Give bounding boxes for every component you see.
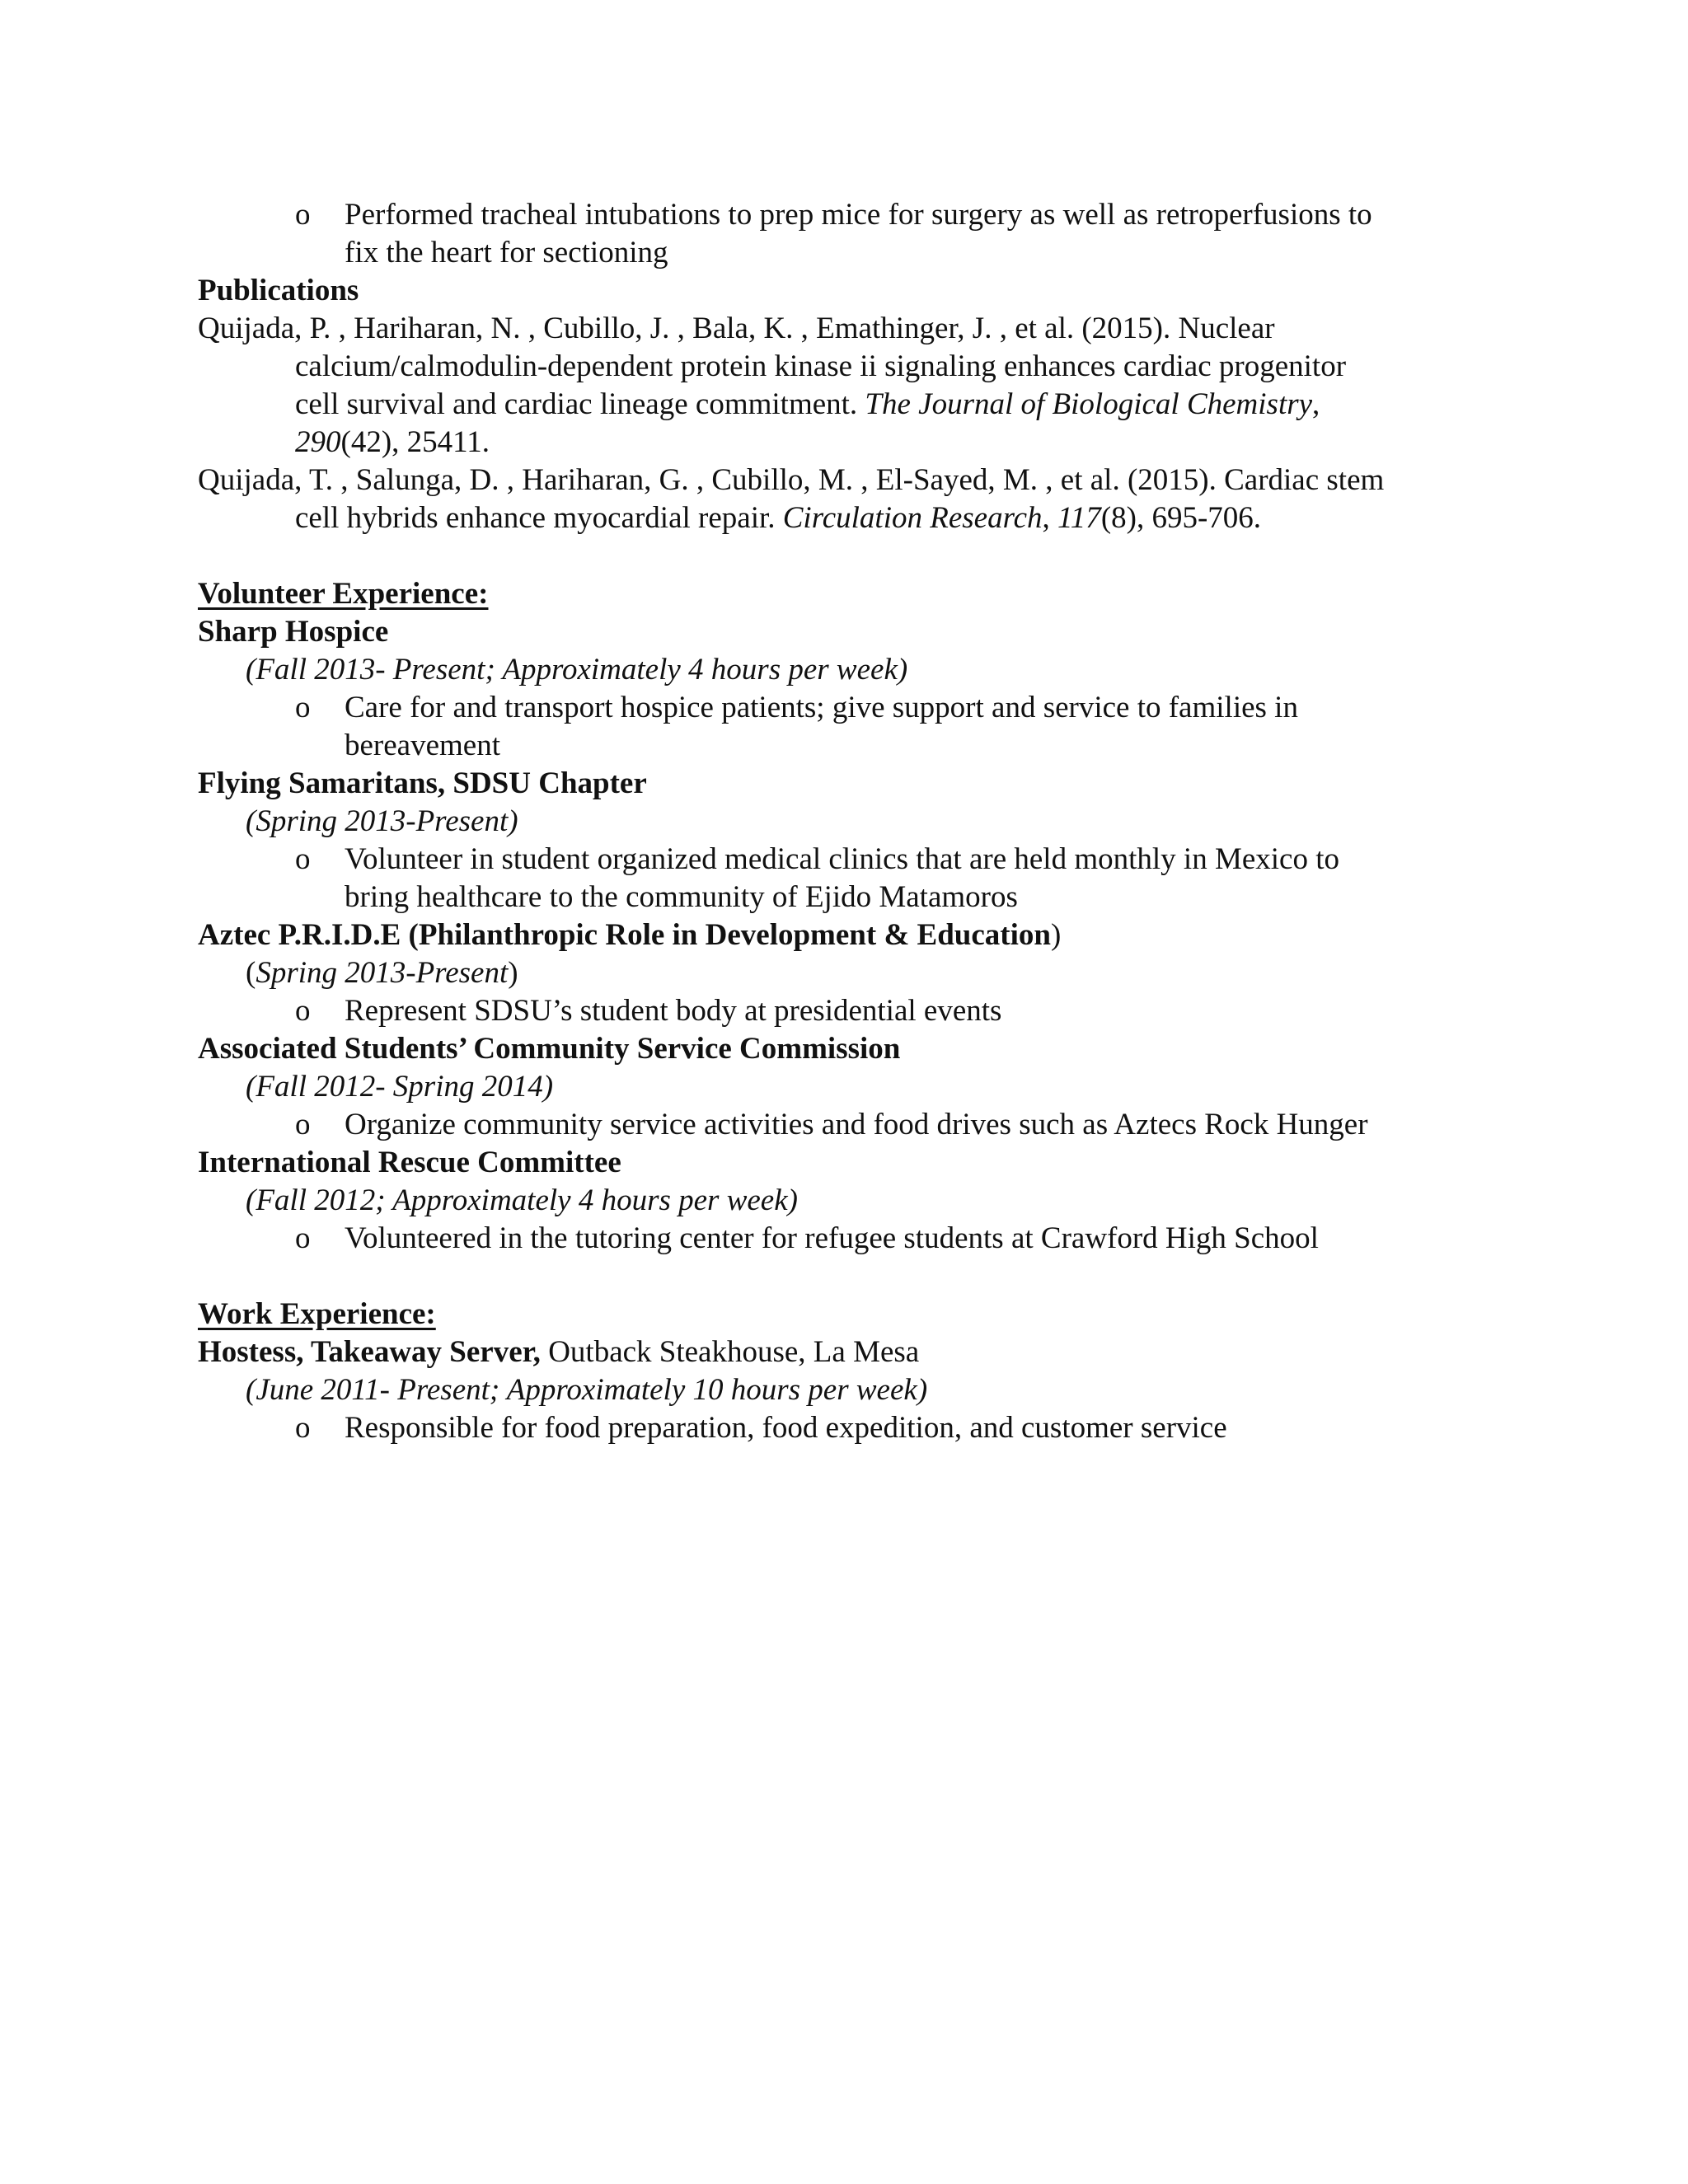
bullet-marker: o (295, 842, 311, 876)
volunteer-aztec-title-close: ) (1050, 918, 1062, 952)
volunteer-aztec-title-text: Aztec P.R.I.D.E (Philanthropic Role in Development & Education (198, 918, 1051, 952)
work-job-employer: Outback Steakhouse, La Mesa (540, 1335, 920, 1369)
volunteer-associated-title: Associated Students’ Community Service Commission (198, 1032, 901, 1066)
publication-2-volume: 117 (1057, 501, 1101, 535)
volunteer-aztec-bullet: Represent SDSU’s student body at presidential events (345, 994, 1002, 1028)
bullet-marker: o (295, 1411, 311, 1445)
volunteer-sharp-title: Sharp Hospice (198, 615, 389, 649)
publication-2-line (295, 499, 1261, 537)
volunteer-associated-bullet: Organize community service activities and food drives such as Aztecs Rock Hunger (345, 1108, 1368, 1141)
publication-2-text: (8), 695-706. (1100, 501, 1262, 535)
bullet-marker: o (295, 994, 311, 1028)
publication-2-line: Quijada, T. , Salunga, D. , Hariharan, G. , Cubillo, M. , El-Sayed, M. , et al. (2015). Cardiac stem (198, 463, 1385, 497)
volunteer-flying-dates: (Spring 2013-Present) (246, 804, 518, 838)
publications-heading: Publications (198, 274, 359, 307)
volunteer-aztec-dates-open: ( (246, 956, 256, 990)
volunteer-sharp-bullet: Care for and transport hospice patients; give support and service to families in (345, 691, 1298, 724)
volunteer-aztec-dates-line (246, 954, 518, 992)
volunteer-flying-bullet: Volunteer in student organized medical clinics that are held monthly in Mexico to (345, 842, 1339, 876)
volunteer-irc-bullet: Volunteered in the tutoring center for refugee students at Crawford High School (345, 1221, 1319, 1255)
work-job-title: Hostess, Takeaway Server, (198, 1335, 541, 1369)
bullet-marker: o (295, 691, 311, 724)
volunteer-flying-bullet: bring healthcare to the community of Ejido Matamoros (345, 880, 1018, 914)
volunteer-irc-dates: (Fall 2012; Approximately 4 hours per week) (246, 1183, 798, 1217)
publication-2-text: , (1042, 501, 1058, 535)
bullet-marker: o (295, 1221, 311, 1255)
publication-1-text: (42), 25411. (340, 425, 490, 459)
volunteer-aztec-title (198, 916, 1061, 954)
publication-1-line: calcium/calmodulin-dependent protein kinase ii signaling enhances cardiac progenitor (295, 349, 1347, 383)
volunteer-irc-title: International Rescue Committee (198, 1146, 621, 1179)
work-job-title-line (198, 1333, 919, 1371)
volunteer-aztec-dates-close: ) (508, 956, 518, 990)
volunteer-aztec-dates: Spring 2013-Present (256, 956, 509, 990)
volunteer-sharp-dates: (Fall 2013- Present; Approximately 4 hours per week) (246, 653, 908, 687)
publication-2-text: cell hybrids enhance myocardial repair. (295, 501, 783, 535)
research-bullet-line: fix the heart for sectioning (345, 236, 668, 269)
research-bullet-line: Performed tracheal intubations to prep mice for surgery as well as retroperfusions to (345, 198, 1372, 232)
publication-1-volume: 290 (295, 425, 341, 459)
work-job-bullet: Responsible for food preparation, food expedition, and customer service (345, 1411, 1227, 1445)
publication-1-line: Quijada, P. , Hariharan, N. , Cubillo, J. , Bala, K. , Emathinger, J. , et al. (2015). Nuclear (198, 312, 1275, 345)
publication-1-text: , (1312, 387, 1320, 421)
volunteer-heading: Volunteer Experience: (198, 577, 489, 611)
publication-1-journal: The Journal of Biological Chemistry (865, 387, 1313, 421)
work-heading: Work Experience: (198, 1297, 436, 1331)
volunteer-flying-title: Flying Samaritans, SDSU Chapter (198, 766, 647, 800)
publication-1-text: cell survival and cardiac lineage commitment. (295, 387, 865, 421)
work-job-dates: (June 2011- Present; Approximately 10 hours per week) (246, 1373, 928, 1407)
publication-2-journal: Circulation Research (782, 501, 1043, 535)
publication-1-line (295, 424, 490, 462)
publication-1-line (295, 386, 1320, 424)
bullet-marker: o (295, 198, 311, 232)
volunteer-associated-dates: (Fall 2012- Spring 2014) (246, 1070, 554, 1104)
volunteer-sharp-bullet: bereavement (345, 729, 500, 762)
bullet-marker: o (295, 1108, 311, 1141)
